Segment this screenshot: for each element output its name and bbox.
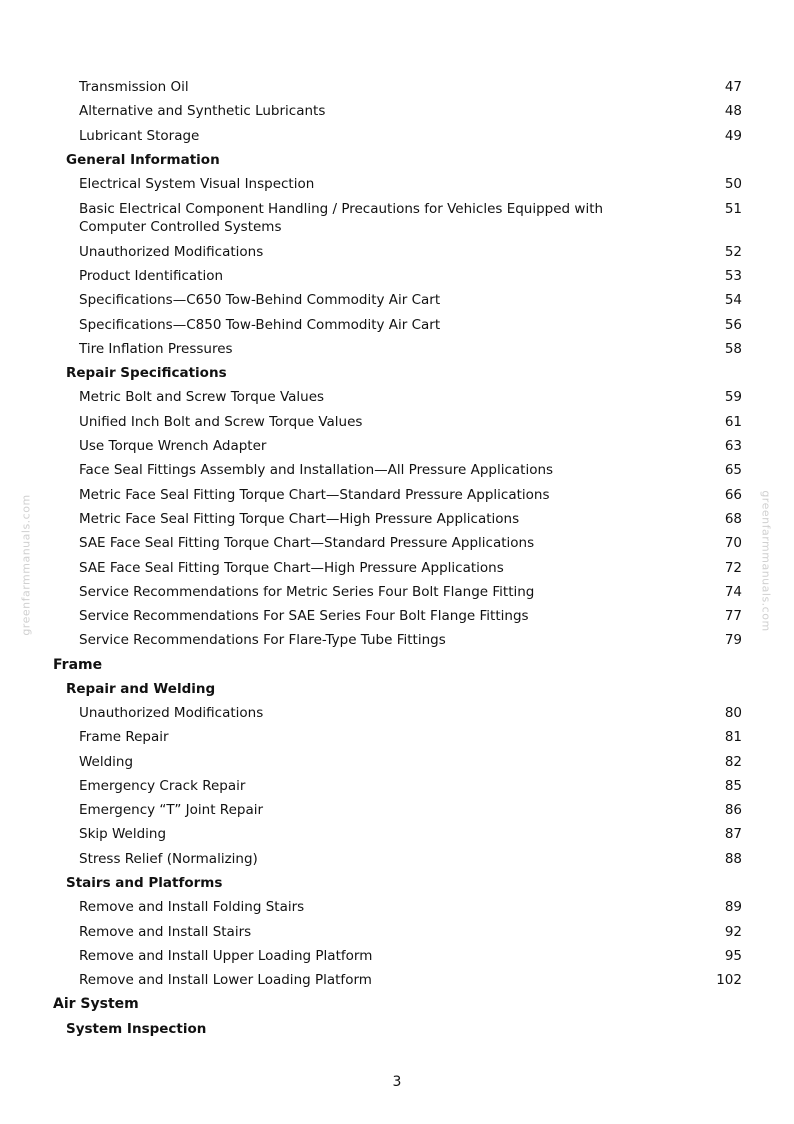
watermark-left: greenfarmmanuals.com — [19, 494, 33, 636]
toc-entry-page-number: 85 — [724, 778, 742, 794]
watermark-right: greenfarmmanuals.com — [759, 490, 773, 632]
toc-entry-page-number: 59 — [724, 389, 742, 405]
toc-entry-title: Use Torque Wrench Adapter — [79, 438, 267, 454]
toc-entry[interactable] — [79, 200, 742, 236]
toc-entry[interactable] — [79, 583, 742, 601]
toc-entry[interactable] — [79, 388, 742, 406]
toc-entry-page-number: 47 — [724, 79, 742, 95]
toc-entry[interactable] — [79, 413, 742, 431]
toc-entry-title: Repair Specifications — [66, 365, 227, 381]
toc-entry-title: Specifications—C850 Tow-Behind Commodity Air Cart — [79, 317, 441, 333]
page-number: 3 — [392, 1074, 402, 1090]
toc-entry[interactable] — [79, 340, 742, 358]
toc-entry-title: Skip Welding — [79, 826, 167, 842]
toc-entry-page-number: 79 — [724, 632, 742, 648]
toc-entry-page-number: 65 — [724, 462, 742, 478]
toc-entry-title: Emergency Crack Repair — [79, 778, 246, 794]
toc-entry-page-number: 80 — [724, 705, 742, 721]
toc-entry-title: Metric Face Seal Fitting Torque Chart—High Pressure Applications — [79, 511, 520, 527]
toc-entry-page-number: 81 — [724, 729, 742, 745]
toc-entry[interactable] — [79, 801, 742, 819]
toc-entry-title: Emergency “T” Joint Repair — [79, 802, 264, 818]
toc-entry[interactable] — [79, 510, 742, 528]
toc-section-heading[interactable] — [66, 874, 656, 892]
toc-entry-title: Basic Electrical Component Handling / Precautions for Vehicles Equipped with Computer Controlled Systems — [79, 201, 604, 235]
toc-entry-title: Electrical System Visual Inspection — [79, 176, 315, 192]
toc-entry-title: Welding — [79, 754, 134, 770]
toc-entry-title: Frame Repair — [79, 729, 169, 745]
toc-entry[interactable] — [79, 971, 742, 989]
toc-entry[interactable] — [79, 753, 742, 771]
toc-entry-page-number: 74 — [724, 584, 742, 600]
toc-entry-page-number: 58 — [724, 341, 742, 357]
toc-entry[interactable] — [79, 461, 742, 479]
toc-entry-page-number: 95 — [724, 948, 742, 964]
toc-entry[interactable] — [79, 102, 742, 120]
toc-entry-page-number: 88 — [724, 851, 742, 867]
toc-entry-title: Remove and Install Lower Loading Platform — [79, 972, 372, 988]
toc-entry-title: Air System — [53, 996, 139, 1012]
toc-entry-page-number: 86 — [724, 802, 742, 818]
toc-section-heading[interactable] — [66, 151, 656, 169]
toc-entry[interactable] — [79, 267, 742, 285]
toc-entry-page-number: 92 — [724, 924, 742, 940]
toc-entry-title: Tire Inflation Pressures — [79, 341, 233, 357]
toc-entry[interactable] — [79, 947, 742, 965]
toc-entry-page-number: 66 — [724, 487, 742, 503]
toc-entry-title: SAE Face Seal Fitting Torque Chart—High Pressure Applications — [79, 560, 504, 576]
toc-entry[interactable] — [79, 437, 742, 455]
toc-entry-title: Stairs and Platforms — [66, 875, 223, 891]
toc-entry[interactable] — [79, 825, 742, 843]
toc-entry-page-number: 70 — [724, 535, 742, 551]
toc-entry-page-number: 77 — [724, 608, 742, 624]
toc-entry[interactable] — [79, 704, 742, 722]
toc-entry[interactable] — [79, 777, 742, 795]
toc-entry-title: Repair and Welding — [66, 681, 216, 697]
toc-section-heading[interactable] — [66, 1020, 656, 1038]
toc-entry-title: Stress Relief (Normalizing) — [79, 851, 258, 867]
toc-entry-title: Face Seal Fittings Assembly and Installation—All Pressure Applications — [79, 462, 554, 478]
toc-entry-page-number: 54 — [724, 292, 742, 308]
toc-section-heading[interactable] — [66, 364, 656, 382]
toc-entry-title: Service Recommendations For SAE Series Four Bolt Flange Fittings — [79, 608, 529, 624]
toc-entry-title: Transmission Oil — [79, 79, 189, 95]
toc-entry-page-number: 82 — [724, 754, 742, 770]
toc-entry[interactable] — [79, 78, 742, 96]
toc-entry[interactable] — [79, 316, 742, 334]
toc-entry-page-number: 68 — [724, 511, 742, 527]
toc-entry-title: Unauthorized Modifications — [79, 244, 264, 260]
toc-entry-page-number: 50 — [724, 176, 742, 192]
toc-entry-title: Unauthorized Modifications — [79, 705, 264, 721]
toc-entry[interactable] — [79, 534, 742, 552]
toc-entry-page-number: 72 — [724, 560, 742, 576]
toc-entry[interactable] — [79, 923, 742, 941]
toc-entry[interactable] — [79, 127, 742, 145]
toc-entry-title: Unified Inch Bolt and Screw Torque Values — [79, 414, 363, 430]
toc-entry[interactable] — [79, 486, 742, 504]
toc-section-heading[interactable] — [66, 680, 656, 698]
toc-entry-page-number: 49 — [724, 128, 742, 144]
toc-entry-title: Remove and Install Folding Stairs — [79, 899, 305, 915]
toc-entry-page-number: 53 — [724, 268, 742, 284]
toc-entry-title: Remove and Install Upper Loading Platform — [79, 948, 373, 964]
toc-entry[interactable] — [79, 850, 742, 868]
toc-entry-title: Frame — [53, 657, 103, 673]
toc-entry[interactable] — [79, 631, 742, 649]
toc-entry-page-number: 52 — [724, 244, 742, 260]
toc-entry[interactable] — [79, 175, 742, 193]
toc-entry-title: System Inspection — [66, 1021, 207, 1037]
toc-entry-title: Lubricant Storage — [79, 128, 200, 144]
toc-entry[interactable] — [79, 898, 742, 916]
toc-entry[interactable] — [79, 243, 742, 261]
toc-entry[interactable] — [79, 728, 742, 746]
toc-entry[interactable] — [79, 607, 742, 625]
toc-entry-page-number: 48 — [724, 103, 742, 119]
toc-entry-page-number: 61 — [724, 414, 742, 430]
toc-entry-page-number: 51 — [724, 201, 742, 217]
toc-entry-page-number: 87 — [724, 826, 742, 842]
toc-entry-title: Service Recommendations for Metric Series Four Bolt Flange Fitting — [79, 584, 535, 600]
toc-entry-title: Metric Face Seal Fitting Torque Chart—Standard Pressure Applications — [79, 487, 550, 503]
toc-entry-title: Metric Bolt and Screw Torque Values — [79, 389, 325, 405]
toc-entry-page-number: 102 — [716, 972, 742, 988]
toc-entry-title: Alternative and Synthetic Lubricants — [79, 103, 326, 119]
toc-chapter-heading[interactable] — [53, 656, 643, 674]
toc-entry-title: Service Recommendations For Flare-Type Tube Fittings — [79, 632, 446, 648]
toc-chapter-heading[interactable] — [53, 995, 643, 1013]
toc-entry-page-number: 89 — [724, 899, 742, 915]
toc-entry-title: SAE Face Seal Fitting Torque Chart—Standard Pressure Applications — [79, 535, 535, 551]
toc-entry-title: Product Identification — [79, 268, 224, 284]
toc-entry[interactable] — [79, 291, 742, 309]
toc-entry-title: General Information — [66, 152, 220, 168]
toc-entry-title: Remove and Install Stairs — [79, 924, 252, 940]
toc-entry-title: Specifications—C650 Tow-Behind Commodity Air Cart — [79, 292, 441, 308]
toc-entry-page-number: 56 — [724, 317, 742, 333]
toc-entry[interactable] — [79, 559, 742, 577]
toc-entry-page-number: 63 — [724, 438, 742, 454]
